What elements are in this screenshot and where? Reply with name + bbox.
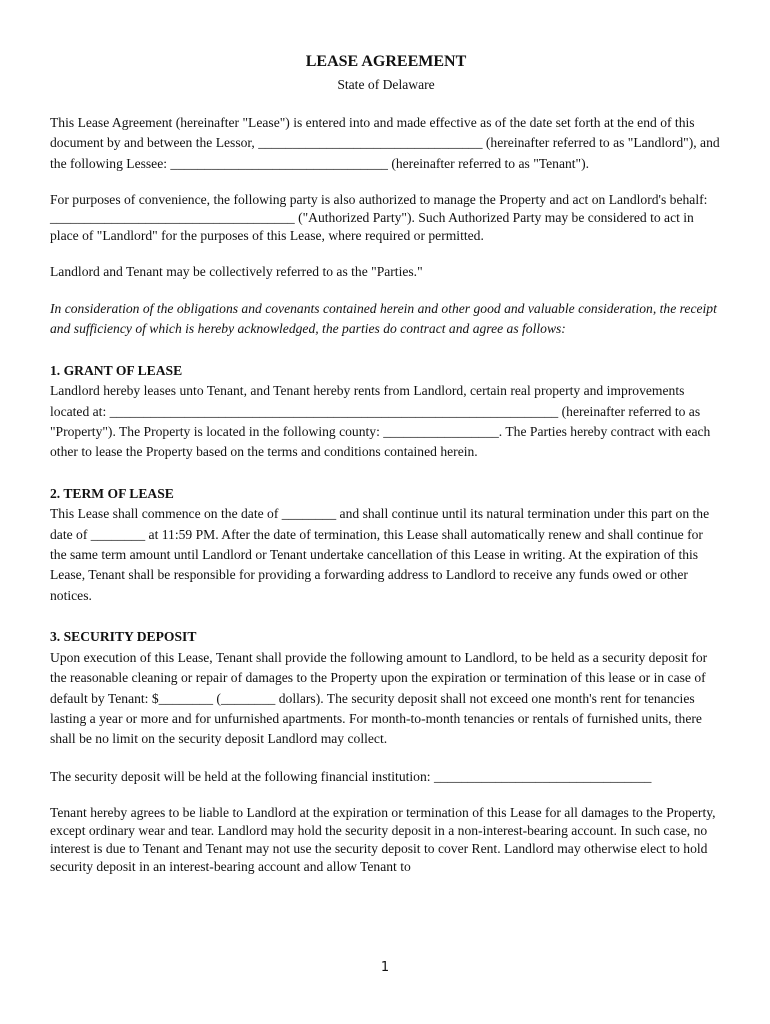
section-body: This Lease shall commence on the date of ________ and shall continue until its natural termination under this part on the date of ________ at 11:59 PM. After the date of termination, this Lease shall automatically renew and shall continue for the same term amount until Landlord or Tenant undertake cancellation of this Lease in writing. At the expiration of this Lease, Tenant shall be responsible for providing a forwarding address to Landlord to receive any funds owed or other notices. (50, 506, 710, 603)
security-deposit-institution: The security deposit will be held at the following financial institution: ________________________________ (50, 768, 652, 784)
section-heading: 3. SECURITY DEPOSIT (50, 629, 197, 645)
consideration-paragraph: In consideration of the obligations and covenants contained herein and other good and valuable consideration, the receipt and sufficiency of which is hereby acknowledged, the parties do contract and agree as follows: (50, 301, 717, 337)
document-page (50, 52, 722, 875)
intro-paragraph: This Lease Agreement (hereinafter "Lease") is entered into and made effective as of the date set forth at the end of this document by and between the Lessor, _________________________________ (hereinafter referred to as "Landlord"), and the following Lessee: ________________________________ (hereinafter referred to as "Tenant"). (50, 115, 720, 171)
section-body: Landlord hereby leases unto Tenant, and Tenant hereby rents from Landlord, certain real property and improvements located at: __________________________________________________________________ (hereinafter referred to as "Property"). The Property is located in the following county: _________________. The Parties hereby contract with each other to lease the Property based on the terms and conditions contained herein. (50, 383, 711, 460)
authorized-party-paragraph: For purposes of convenience, the following party is also authorized to manage the Property and act on Landlord's behalf: ____________________________________ ("Authorized Party"). Such Authorized Party may be considered to act in place of "Landlord" for the purposes of this Lease, where required or permitted. (50, 192, 708, 243)
section-heading: 2. TERM OF LEASE (50, 485, 174, 501)
parties-paragraph: Landlord and Tenant may be collectively referred to as the "Parties." (50, 263, 423, 279)
section-body: Upon execution of this Lease, Tenant shall provide the following amount to Landlord, to be held as a security deposit for the reasonable cleaning or repair of damages to the Property upon the expiration or termination of this lease or in case of default by Tenant: $________ (________ dollars). The security deposit shall not exceed one month's rent for tenancies lasting a year or more and for unfurnished apartments. For month-to-month tenancies or rentals of furnished units, there shall be no limit on the security deposit Landlord may collect. (50, 649, 708, 747)
security-deposit-liability: Tenant hereby agrees to be liable to Landlord at the expiration or termination of this Lease for all damages to the Property, except ordinary wear and tear. Landlord may hold the security deposit in a non-interest-bearing account. In such case, no interest is due to Tenant and Tenant may not use the security deposit to cover Rent. Landlord may otherwise elect to hold security deposit in an interest-bearing account and allow Tenant to (50, 805, 716, 874)
section-heading: 1. GRANT OF LEASE (50, 362, 183, 378)
page-number: 1 (380, 960, 390, 975)
document-title: LEASE AGREEMENT (305, 53, 467, 70)
document-subtitle: State of Delaware (337, 77, 435, 92)
